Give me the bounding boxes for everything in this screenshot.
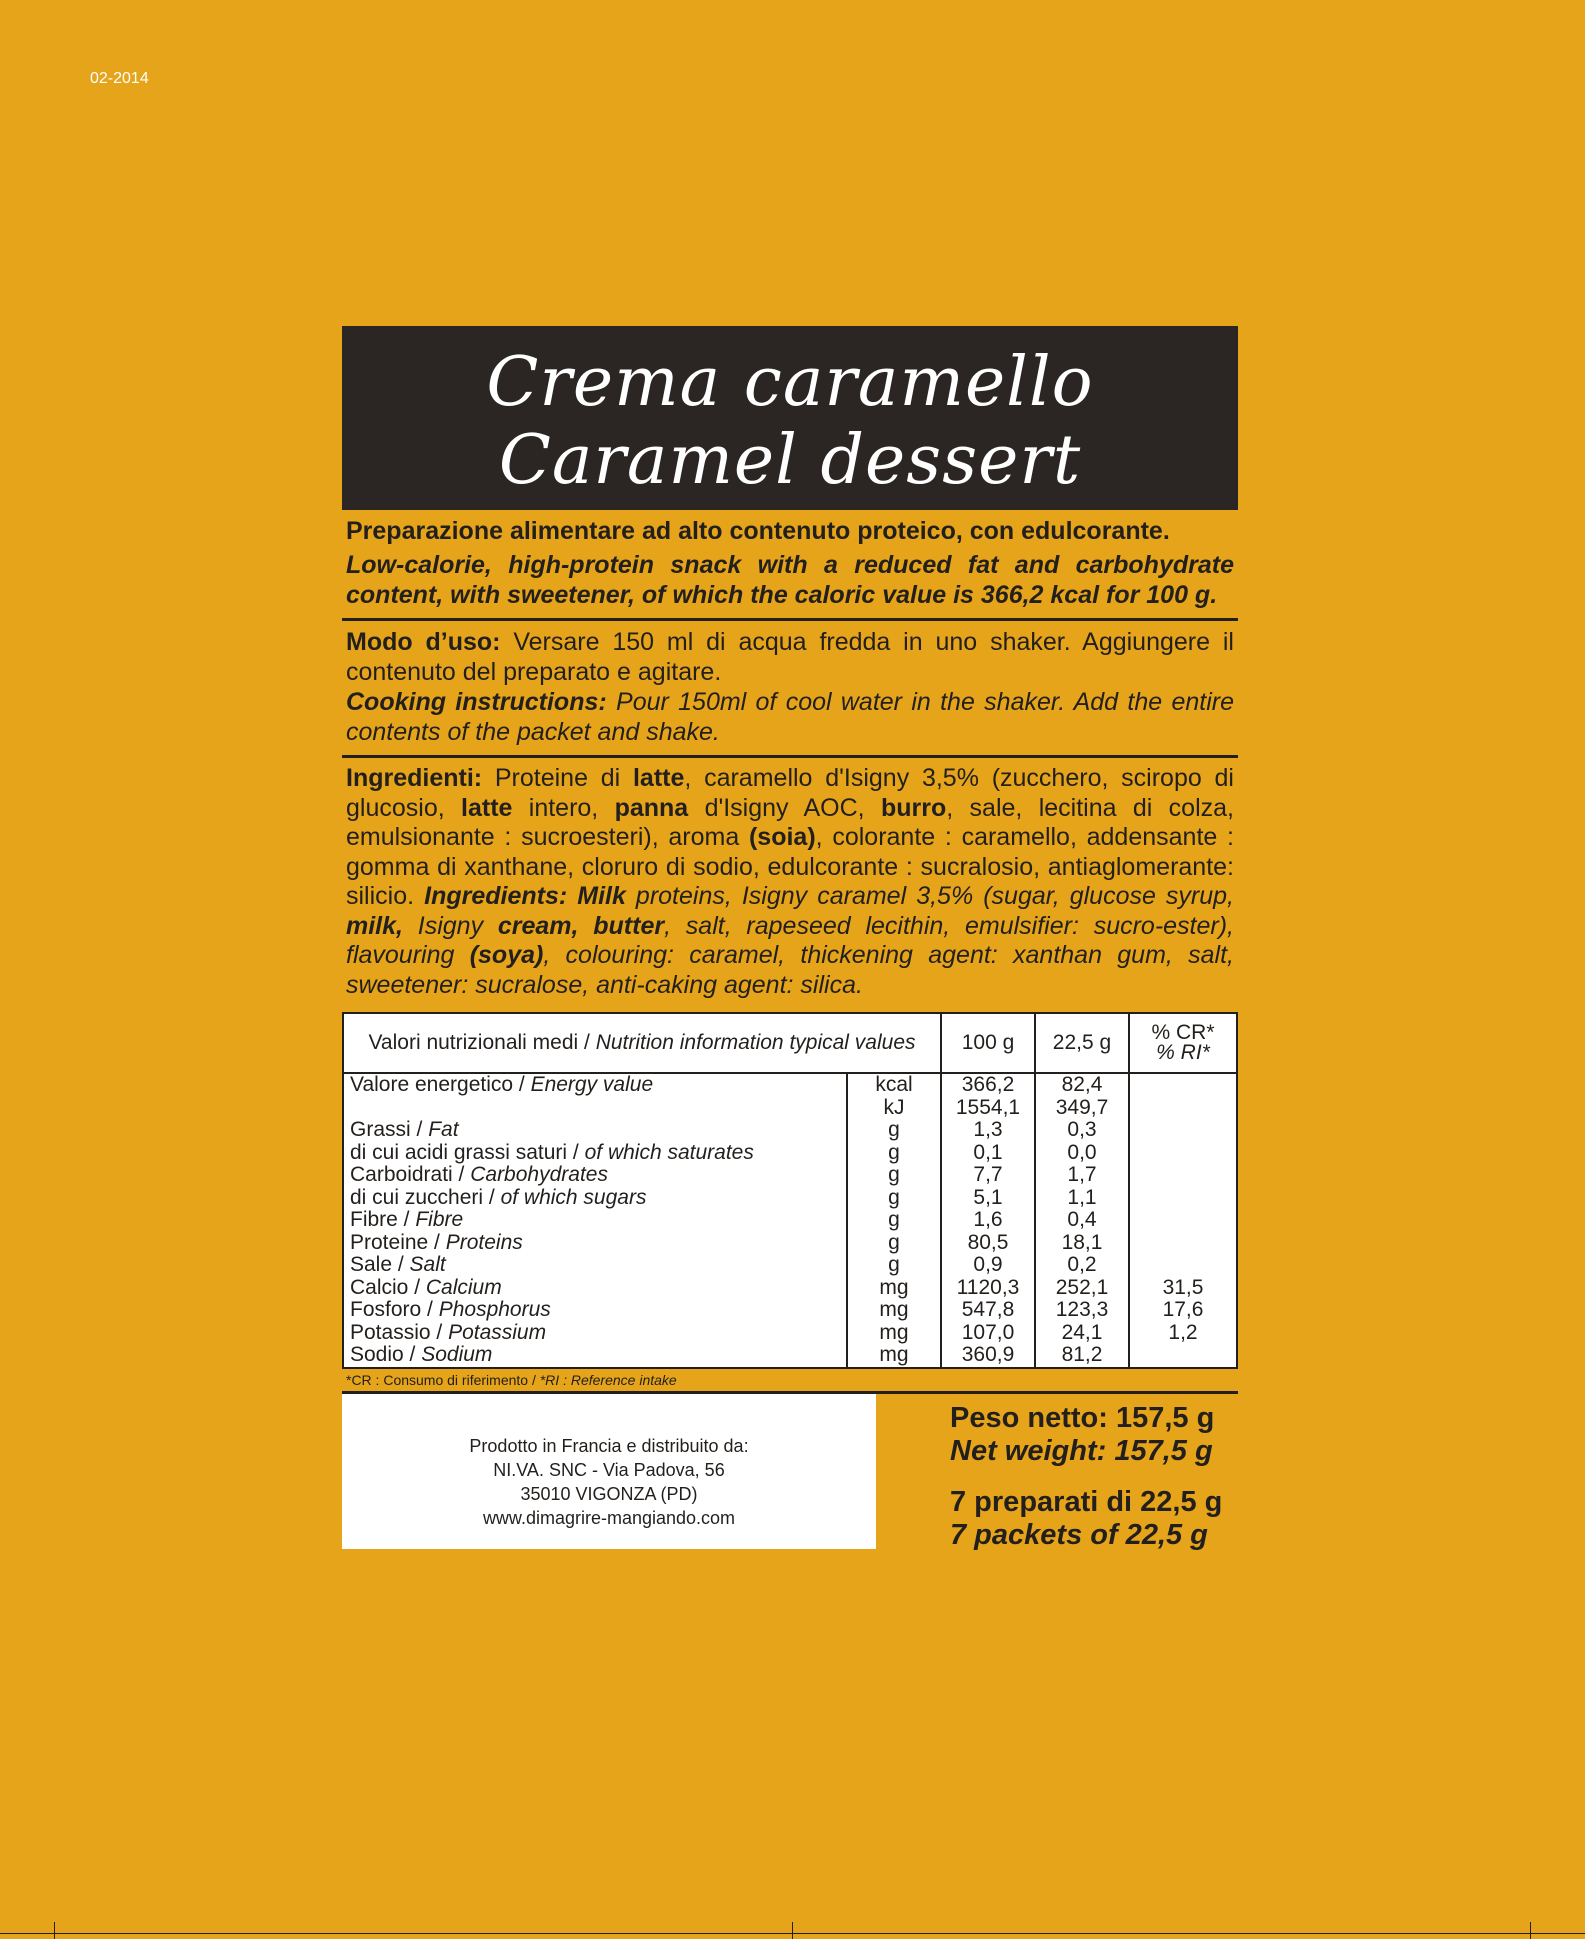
nutrient-unit: g: [888, 1163, 900, 1186]
nutrition-footnote: *CR : Consumo di riferimento / *RI : Reference intake: [342, 1369, 1238, 1394]
allergen: (soya): [469, 941, 544, 969]
header-100g: 100 g: [941, 1013, 1035, 1073]
producer-box: [342, 1394, 876, 1549]
ingredients-en-label: Ingredients: Milk: [424, 882, 626, 910]
nutrient-label: Calcio / Calcium: [350, 1275, 502, 1299]
nutrient-value-portion: 0,4: [1067, 1208, 1097, 1231]
ingredients-it-part: , sale, lecitina di colza, emulsionante : sucroesteri), aroma: [346, 793, 1234, 851]
nutrient-values-cr: [1129, 1073, 1237, 1368]
nutrient-value-100g: 107,0: [961, 1320, 1015, 1344]
nutrient-value-100g: 5,1: [973, 1185, 1003, 1209]
description-block: [342, 510, 1238, 621]
nutrient-value-portion: 0,2: [1067, 1253, 1097, 1276]
instructions-it-label: Modo d’uso:: [346, 628, 501, 656]
nutrient-value-100g: 1,6: [973, 1208, 1003, 1231]
ingredients-it-part: intero,: [512, 793, 615, 822]
nutrient-value-portion: 0,0: [1067, 1140, 1097, 1164]
instructions-en-label: Cooking instructions:: [346, 688, 607, 716]
ingredients-en-part: , salt, rapeseed lecithin, emulsifier: sucro-ester), flavouring: [346, 911, 1234, 969]
nutrient-label: Potassio / Potassium: [350, 1320, 547, 1344]
nutrient-unit: kJ: [883, 1095, 905, 1119]
description-it: Preparazione alimentare ad alto contenuto proteico, con edulcorante.: [346, 517, 1170, 545]
nutrient-value-100g: 1120,3: [956, 1275, 1020, 1299]
nutrient-value-100g: 0,1: [973, 1140, 1003, 1164]
nutrient-unit: g: [888, 1140, 900, 1164]
nutrient-unit: mg: [879, 1275, 909, 1299]
allergen: panna: [614, 793, 689, 822]
packets-en: 7 packets of 22,5 g: [950, 1518, 1208, 1551]
ingredients-it-part: , colorante : caramello, addensante : gomma di xanthane, cloruro di sodio, edulcorante : sucralosio, antiaglomerante: silicio.: [346, 823, 1234, 910]
nutrient-value-portion: 82,4: [1061, 1073, 1103, 1096]
nutrient-value-cr: [1136, 1164, 1230, 1187]
nutrient-unit: g: [888, 1230, 900, 1254]
producer-line: Prodotto in Francia e distribuito da:: [469, 1435, 749, 1456]
allergen: (soia): [748, 823, 816, 851]
instructions-en: [346, 687, 1234, 747]
nutrient-value-portion: 349,7: [1055, 1095, 1109, 1119]
nutrient-value-cr: [1136, 1074, 1230, 1097]
nutrition-body: [343, 1073, 1237, 1368]
nutrient-label: Sale / Salt: [350, 1253, 446, 1276]
nutrient-label: Grassi / Fat: [350, 1118, 459, 1141]
crop-mark: [792, 1922, 793, 1939]
header-portion: 22,5 g: [1035, 1013, 1129, 1073]
nutrient-label: Fibre / Fibre: [350, 1208, 464, 1231]
nutrient-unit: g: [888, 1208, 900, 1231]
nutrient-label: di cui zuccheri / of which sugars: [350, 1185, 647, 1209]
ingredients-en-part: Isigny: [402, 911, 498, 940]
producer-line: 35010 VIGONZA (PD): [520, 1483, 698, 1504]
nutrition-table: [342, 1012, 1238, 1369]
nutrient-labels: [343, 1073, 847, 1368]
nutrient-value-cr: 17,6: [1162, 1298, 1204, 1321]
nutrient-unit: mg: [879, 1320, 909, 1344]
producer-website: www.dimagrire-mangiando.com: [482, 1507, 736, 1528]
weights-block: [950, 1402, 1222, 1552]
nutrient-value-cr: 1,2: [1168, 1320, 1198, 1344]
allergen: burro: [880, 793, 947, 822]
nutrient-label: Sodio / Sodium: [350, 1343, 493, 1366]
nutrient-units: [847, 1073, 941, 1368]
bottom-section: [342, 1394, 1238, 1549]
nutrient-value-100g: 1554,1: [955, 1095, 1021, 1119]
label-code: 02-2014: [90, 70, 149, 87]
nutrient-label: Proteine / Proteins: [350, 1230, 523, 1254]
nutrient-value-portion: 24,1: [1061, 1320, 1103, 1344]
nutrient-values-portion: [1035, 1073, 1129, 1368]
crop-mark: [54, 1922, 55, 1939]
nutrient-value-cr: [1136, 1119, 1230, 1142]
nutrient-value-100g: 360,9: [961, 1343, 1015, 1366]
header-cr: % CR* % RI*: [1129, 1013, 1237, 1073]
nutrition-header-label: Valori nutrizionali medi / Nutrition information typical values: [343, 1013, 941, 1073]
packets-it: 7 preparati di 22,5 g: [950, 1485, 1223, 1518]
allergen: latte: [632, 764, 685, 792]
instructions-en-text: Pour 150ml of cool water in the shaker. Add the entire contents of the packet and shake.: [346, 688, 1234, 746]
nutrient-unit: mg: [879, 1298, 909, 1321]
nutrient-value-portion: 1,7: [1067, 1163, 1097, 1186]
nutrient-value-cr: [1136, 1344, 1230, 1367]
nutrient-value-100g: 0,9: [973, 1253, 1003, 1276]
product-title-it: Crema caramello: [486, 343, 1094, 422]
ingredients-en-part: , colouring: caramel, thickening agent: xanthan gum, salt, sweetener: sucralose, anti-caking agent: silica.: [346, 941, 1234, 999]
nutrient-value-cr: [1136, 1232, 1230, 1255]
ingredients-it-part: Proteine di: [482, 764, 633, 792]
nutrient-unit: g: [888, 1118, 900, 1141]
nutrient-value-cr: [1136, 1142, 1230, 1165]
nutrient-value-100g: 366,2: [961, 1073, 1015, 1096]
ingredients-block: [342, 758, 1238, 1008]
ingredients-it-part: , caramello d'Isigny 3,5% (zucchero, sciropo di glucosio,: [346, 764, 1234, 822]
instructions-block: [342, 621, 1238, 758]
nutrient-values-100g: [941, 1073, 1035, 1368]
nutrient-value-portion: 252,1: [1055, 1275, 1109, 1299]
instructions-it: [346, 627, 1234, 687]
nutrient-label: Carboidrati / Carbohydrates: [350, 1163, 608, 1186]
ingredients-it-label: Ingredienti:: [346, 764, 483, 792]
nutrient-value-portion: 1,1: [1067, 1185, 1097, 1209]
nutrient-value-cr: 31,5: [1162, 1275, 1204, 1299]
nutrient-value-100g: 1,3: [973, 1118, 1003, 1141]
nutrient-unit: kcal: [875, 1073, 913, 1096]
instructions-it-text: Versare 150 ml di acqua fredda in uno shaker. Aggiungere il contenuto del preparato e agitare.: [346, 628, 1234, 686]
nutrient-value-cr: [1136, 1209, 1230, 1232]
net-weight-it: Peso netto: 157,5 g: [950, 1401, 1215, 1434]
nutrition-header: [343, 1013, 1237, 1073]
ingredients-it-part: d'Isigny AOC,: [688, 793, 881, 822]
nutrient-value-100g: 547,8: [961, 1298, 1015, 1321]
allergen: milk,: [346, 911, 403, 940]
nutrient-label: di cui acidi grassi saturi / of which saturates: [350, 1140, 754, 1164]
nutrient-value-100g: 7,7: [973, 1163, 1003, 1186]
nutrient-label: [350, 1097, 840, 1120]
net-weight-en: Net weight: 157,5 g: [950, 1434, 1213, 1467]
nutrient-value-100g: 80,5: [967, 1230, 1009, 1254]
nutrient-value-cr: [1136, 1254, 1230, 1277]
producer-line: NI.VA. SNC - Via Padova, 56: [493, 1459, 725, 1480]
title-banner: [342, 326, 1238, 510]
nutrient-unit: g: [888, 1253, 900, 1276]
nutrient-unit: g: [888, 1185, 900, 1209]
ingredients-text: [346, 764, 1234, 1000]
nutrient-unit: mg: [879, 1343, 909, 1366]
nutrient-value-cr: [1136, 1097, 1230, 1120]
nutrient-value-portion: 18,1: [1061, 1230, 1103, 1254]
allergen: latte: [461, 793, 513, 822]
description-en: Low-calorie, high-protein snack with a reduced fat and carbohydrate content, with sweetener, of which the caloric value is 366,2 kcal for 100 g.: [346, 551, 1234, 609]
nutrient-value-portion: 0,3: [1067, 1118, 1097, 1141]
nutrient-label: Fosforo / Phosphorus: [350, 1298, 551, 1321]
nutrient-value-cr: [1136, 1187, 1230, 1210]
nutrient-value-portion: 123,3: [1055, 1298, 1109, 1321]
ingredients-en-part: proteins, Isigny caramel 3,5% (sugar, glucose syrup,: [625, 882, 1235, 910]
allergen: cream, butter: [497, 911, 665, 940]
product-label: [342, 326, 1238, 1549]
nutrient-value-portion: 81,2: [1061, 1343, 1103, 1366]
crop-mark: [1530, 1922, 1531, 1939]
nutrient-label: Valore energetico / Energy value: [350, 1073, 654, 1096]
product-title-en: Caramel dessert: [498, 421, 1082, 500]
